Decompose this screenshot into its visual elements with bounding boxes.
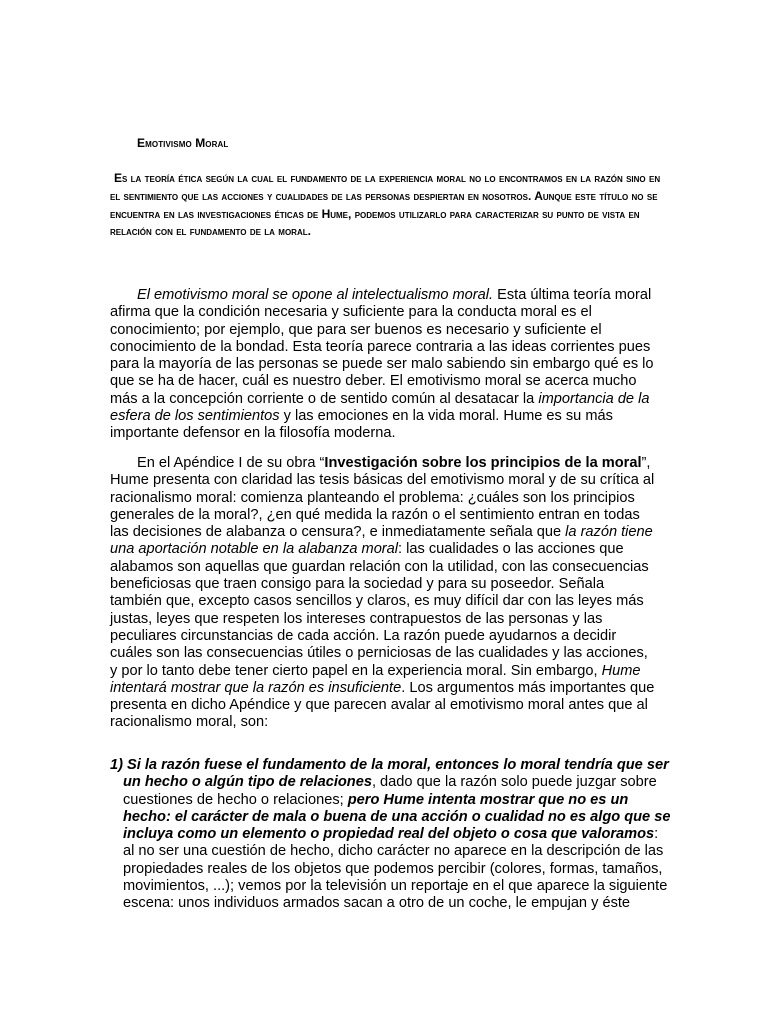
li1-text-d: : al no ser una cuestión de hecho, dicho carácter no aparece en la descripción de las propiedades reales de los objetos que podemos percibir (colores, formas, tamaños, movimientos, ...); vemos por la televisión un reportaje en el que aparece la siguiente escena: unos individuos armados sacan a otro de un coche, le empujan y éste <box>123 826 668 912</box>
p1-text-a: Esta última teoría moral afirma que la condición necesaria y suficiente para la conducta moral es el conocimiento; por ejemplo, que para ser buenos es necesario y suficiente el conocimiento de la bondad. Esta teoría parece contraria a las ideas corrientes pues para la mayoría de las personas se puede ser malo sabiendo sin embargo qué es lo que se ha de hacer, cuál es nuestro deber. El emotivismo moral se acerca mucho más a la concepción corriente o de sentido común al desatacar la <box>110 287 654 407</box>
p2-text-f: . Los argumentos más importantes que presenta en dicho Apéndice y que parecen avalar al emotivismo moral antes que al racionalismo moral, son: <box>110 679 655 731</box>
p2-text-b: ”, Hume presenta con claridad las tesis básicas del emotivismo moral y de su crítica al racionalismo moral: comienza planteando el problema: ¿cuáles son los principios generales de la moral?, ¿en qué medida la razón o el sentimiento entran en todas las decisiones de alabanza o censura?, e inmediatamente señala que <box>110 455 655 541</box>
intro-text: Es la teoría ética según la cual el fundamento de la experiencia moral no lo encontramos en la razón sino en el sentimiento que las acciones y cualidades de las personas despiertan en nosotros. Aunque este título no se encuentra en las investigaciones éticas de Hume, podemos utilizarlo para caracterizar su punto de vista en relación con el fundamento de la moral. <box>110 171 661 239</box>
list-item-1 <box>110 757 673 913</box>
paragraph-2 <box>110 455 656 732</box>
p2-italic-e: Hume intentará mostrar que la razón es insuficiente <box>110 662 641 696</box>
p1-italic-b: importancia de la esfera de los sentimientos <box>110 390 650 425</box>
p2-text-a: En el Apéndice I de su obra “ <box>137 455 325 471</box>
li1-bold-italic-a: 1) Si la razón fuese el fundamento de la moral, entonces lo moral tendría que ser un hecho o algún tipo de relaciones <box>110 757 669 791</box>
intro-paragraph <box>110 170 662 241</box>
p2-italic-c: la razón tiene una aportación notable en la alabanza moral <box>110 524 653 558</box>
paragraph-1 <box>110 287 656 443</box>
document-title: Emotivismo Moral <box>137 136 229 150</box>
li1-text-b: , dado que la razón solo puede juzgar sobre cuestiones de hecho o relaciones; <box>123 774 657 808</box>
p1-text-c: y las emociones en la vida moral. Hume es su más importante defensor en la filosofía moderna. <box>110 408 613 442</box>
p2-text-d: : las cualidades o las acciones que alabamos son aquellas que guardan relación con la utilidad, con las consecuencias beneficiosas que traen consigo para la sociedad y para su poseedor. Señala también que, excepto casos sencillos y claros, es muy difícil dar con las leyes más justas, leyes que respeten los intereses contrapuestos de las personas y las peculiares circunstancias de cada acción. La razón puede ayudarnos a decidir cuáles son las consecuencias útiles o perniciosas de las cualidades y las acciones, y por lo tanto debe tener cierto papel en la experiencia moral. Sin embargo, <box>110 541 649 679</box>
p1-lead-italic: El emotivismo moral se opone al intelectualismo moral. <box>137 287 494 303</box>
p2-book-title: Investigación sobre los principios de la moral <box>324 455 642 471</box>
li1-bold-italic-c: pero Hume intenta mostrar que no es un hecho: el carácter de mala o buena de una acción o cualidad no es algo que se incluya como un elemento o propiedad real del objeto o cosa que valoramos <box>123 791 671 843</box>
